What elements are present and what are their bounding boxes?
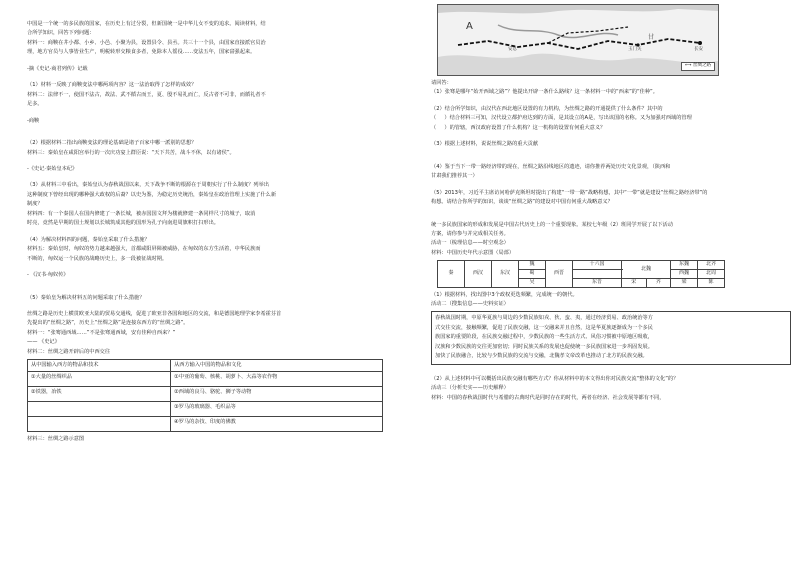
question-3: （3）从材料三中看出，秦始皇认为春秋战国以来，天下战争不断的根源在于周朝实行了什么制度？列举出 (27, 182, 269, 189)
source-note: -商鞅 (27, 117, 40, 124)
question-3: 这种制度下曾经出现的哪种强大政权的后裔？以史为鉴，为稳定历史统治，秦始皇在政治管理上实施了什么新 (27, 191, 277, 198)
legend-text: 丝绸之路 (693, 63, 711, 69)
silk-route-line (458, 39, 700, 49)
table-cell: ③罗马的玻璃器、毛织品等 (171, 401, 383, 416)
activity-1-material: 材料：中国历史年代示意图（局部） (431, 249, 515, 256)
question-r2: （2）结合所学知识，由汉代在西北地区设置的有力机构，为丝绸之路的开通提供了什么条件？其中的 (431, 105, 663, 112)
question-r2: （ ）结合材料三可知，汉代设立都护府达到的方面，是其设立的A是，写出该国的名称。又为加强对西域的管理 (431, 115, 692, 122)
excerpt-line: 春秋战国时期，中原华夏族与周边的少数民族如戎、狄、蛮、夷，通过经济贸易、政治统治等方 (435, 315, 653, 322)
excerpt-line: 式交往交流，接触频繁，促进了民族交融，这一交融来并且自然，这是华夏族逐渐成为一个多民 (435, 324, 653, 331)
silk-material-2: 材料二：丝绸之路开辟后的中西交往 (27, 348, 111, 355)
silk-road-map (437, 4, 719, 76)
activity-3-material: 材料：中国的春秋战国时代与希腊的古典时代是同时存在的时代，两者在经济、社会发展等都有不同， (431, 394, 665, 401)
material-5: 不断的，匈奴运一个民族的战略历史上，多一段被征战时期。 (27, 255, 168, 262)
excerpt-line: 加快了民族融合，比较与少数民族的交流与交融，北魏孝文帝改革也推动了北方的民族交融。 (435, 353, 648, 360)
excerpt-line: 汉族和少数民族的交往更加密切；同时民族关系的发展也促使统一多民族国家进一步巩固发展。 (435, 343, 653, 350)
table-row (28, 416, 383, 431)
source-note: -摘《史记·商君列传》记载 (27, 65, 88, 72)
table-cell: ①大量的丝绸织品 (28, 371, 171, 386)
table-cell: ②西域的良马、骆驼、狮子等动物 (171, 386, 383, 401)
question-r4: （4）鉴于当下一带一路经济带的现在，丝绸之路沿线地区的遗迹，请你推荐两处历史文化景观，（陕西和 (431, 163, 671, 170)
dynasty-timeline (437, 260, 725, 288)
material-4: 时亮，竟然是早期的国土规划以长城筑成其他的国形为孔子向南进周旗帜打扫形出。 (27, 220, 219, 227)
material-5: 材料五：秦始皇时，匈奴的势力越来越强大，首都咸阳屏障被威胁，在匈奴的东方生活着，中华民族而 (27, 246, 261, 253)
map-label: 甘 (648, 34, 655, 41)
map-terrain-south (438, 54, 718, 75)
question-3: 制度？ (27, 201, 43, 208)
activity-2-question: （2）从上述材料中可以概括出民族交融有哪些方式？你从材料中的本文得出你对民族交流“整体的文化”的？ (431, 375, 679, 382)
table-row (28, 386, 383, 401)
dynasty-cell: 吴 (519, 278, 546, 287)
dynasty-cell: 西晋 (546, 260, 573, 287)
unity-intro: 方案，请你参与并完成相关任务。 (431, 230, 509, 237)
dynasty-cell: 宋 (622, 278, 647, 287)
map-terrain-north (438, 5, 718, 13)
question-r1: （1）张骞是哪年“始开西域之路”？他提出开辟一条什么路线？这一条材料一中的“西来”的“佳种”。 (431, 89, 658, 96)
table-header: 从西方输入中国的物品和文化 (171, 359, 383, 371)
activity-2-title: 活动二（搜集信息——史料实证） (431, 301, 509, 308)
question-5: （5）秦始皇为解决材料五的问题采取了什么措施？ (27, 294, 145, 301)
legend-line-icon: ⟷ (685, 63, 693, 69)
dynasty-cell: 北周 (698, 269, 725, 278)
map-label: 长安 (694, 47, 703, 52)
intro-line: 合所学知识，回答下列问题： (27, 30, 95, 37)
source-note: -《史记·秦始皇本纪》 (27, 165, 78, 172)
dynasty-cell: 魏 (519, 260, 546, 269)
dynasty-cell: 北魏 (622, 260, 671, 278)
question-r2: （ ）的管辖，西汉政府设置了什么机构？这一机构的设置有何重大意义？ (431, 124, 606, 131)
silk-road-intro: 先提出的“丝绸之路”，历史上“丝绸之路”是连接东西方的“丝绸之路”。 (27, 320, 189, 327)
table-row (438, 260, 725, 269)
material-3: 材料三：秦始皇在咸阳宫举行的一次庆功宴上群臣说：“天下共苦，战斗不休，以有诸侯”。 (27, 149, 235, 156)
activity-3-title: 活动三（分析史实——历史解释） (431, 385, 509, 392)
city-marker (698, 41, 702, 45)
dynasty-cell: 东汉 (492, 260, 519, 287)
dynasty-cell: 十六国 (573, 260, 622, 269)
question-4: （4）为解决材料四的问题，秦始皇采取了什么措施？ (27, 236, 150, 243)
right-column (431, 4, 789, 403)
table-cell (28, 401, 171, 416)
material-2-cont: 足多。 (27, 101, 43, 108)
question-r4: 甘肃我们推荐其一） (431, 173, 478, 180)
table-row (28, 401, 383, 416)
silk-material-3: 材料三：丝绸之路示意图 (27, 435, 85, 442)
source-note: —— 《史记》 (27, 339, 60, 346)
dynasty-cell: 西汉 (465, 260, 492, 287)
dynasty-cell: 秦 (438, 260, 465, 287)
dynasty-cell: 齐 (646, 278, 671, 287)
intro-line: 理，地方官员与人事皆业生产，明税转形交粮食多者，免除本人徭役……变法五年，国家富强起来。 (27, 49, 256, 56)
unity-intro: 统一多民族国家的形成和发展是中国古代历史上的一个重要现象。某校七年级（2）班同学开展了以下活动 (431, 221, 673, 228)
material-2: 材料二：法律不一，使国不法古，故法、武不循古而王，夏、殷不易礼而亡，反古者不可非，而循礼者不 (27, 91, 266, 98)
activity-1-title: 活动一（梳理信息——时空观念） (431, 240, 509, 247)
dynasty-cell: 梁 (671, 278, 698, 287)
answer-header: 请回答： (431, 80, 452, 86)
table-header: 从中国输入西方的物品和技术 (28, 359, 171, 371)
intro-line: 中国是一个统一的多民族的国家，在历史上有过分裂，但新国统一是中华儿女不变的追求。阅读材料，结 (27, 21, 266, 27)
map-label: 安息 (508, 47, 517, 52)
question-1: （1）材料一反映了商鞅变法中哪两项内容？这一法治取得了怎样的成效？ (27, 82, 197, 89)
activity-1-question: （1）根据材料，找出图中3个政权更迭频繁，完成统一的朝代。 (431, 291, 578, 298)
table-row (28, 371, 383, 386)
map-graphic (438, 5, 718, 75)
question-r3: （3）根据上述材料，说说丝绸之路的重大贡献 (431, 141, 539, 148)
excerpt-box (431, 311, 791, 364)
question-2: （2）根据材料二指出商鞅变法的理论基础是诸子百家中哪一派别的思想？ (27, 140, 197, 147)
question-r5: （5）2013年，习近平主席访问哈萨克斯坦时提出了构建“一带一路”战略构想，其中“一带”就是建设“丝绸之路经济带”的 (431, 189, 708, 196)
table-cell: ④罗马的杂技、印度的佛教 (171, 416, 383, 431)
map-label-a: A (466, 21, 473, 32)
dynasty-cell: 陈 (698, 278, 725, 287)
source-note: - 《汉书·匈奴传》 (27, 272, 69, 279)
dynasty-cell: 蜀 (519, 269, 546, 278)
material-4: 材料四：有一个秦国人在国内修建了一条长城，被赤国国文拜为楼就修建一条同样尺寸的城子，取消 (27, 210, 256, 217)
dynasty-cell: 东晋 (573, 278, 622, 287)
dynasty-cell (573, 269, 622, 278)
table-cell: ②铁器，冶铁 (28, 386, 171, 401)
silk-road-intro: 丝绸之路是历史上横贯欧亚大陆的贸易交通线，促进了欧亚非各国和地区的交流，和是德国地理学家李希霍芬首 (27, 310, 282, 317)
map-label: 玉门关 (628, 47, 642, 52)
dynasty-cell: 东魏 (671, 260, 698, 269)
map-legend (681, 62, 715, 71)
silk-material-1: 材料一：“张骞通西域……”不是张骞通西域，安有佳种自西来？” (27, 329, 176, 336)
dynasty-cell: 西魏 (671, 269, 698, 278)
left-column (27, 20, 385, 444)
excerpt-line: 族国家的重要阶段，在民族交融过程中，少数民族的一些生活方式、风俗习惯被中原地区吸收， (435, 334, 653, 341)
table-cell: ①中亚的葡萄、核桃、胡萝卜、大蒜等农作物 (171, 371, 383, 386)
exchange-table (27, 359, 383, 432)
dynasty-cell: 北齐 (698, 260, 725, 269)
intro-line: 材料一：商鞅在井小都、小乡、小邑、小聚为县，设置县令、县丞。共三十一个县，由国家直接派官员治 (27, 39, 266, 46)
map-mountain-range (498, 25, 618, 38)
table-cell (28, 416, 171, 431)
question-r5: 构想。请结合你所学的知识，谈谈“丝绸之路”的建设对中国有何重大战略意义？ (431, 199, 613, 206)
